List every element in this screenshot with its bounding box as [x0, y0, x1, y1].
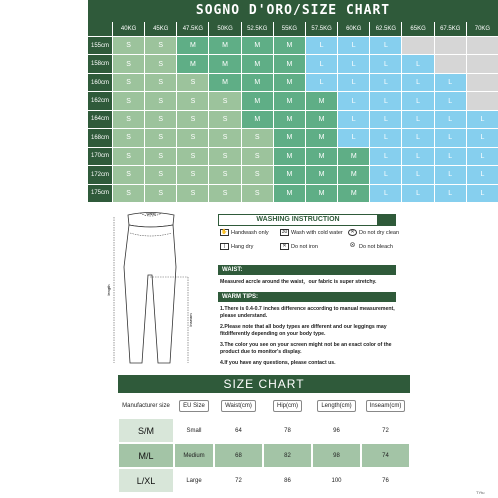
size-cell: S — [209, 166, 240, 183]
height-header: 162cm — [88, 92, 112, 109]
size-cell: S — [209, 92, 240, 109]
size-cell: S — [177, 185, 208, 202]
size-cell: S — [177, 148, 208, 165]
size-cell: S — [177, 111, 208, 128]
inseam-label: Inseam — [188, 313, 193, 327]
size-cell: S — [209, 129, 240, 146]
weight-header: 57.5KG — [306, 22, 337, 36]
size-cell: S — [113, 55, 144, 72]
size-cell: L — [435, 74, 466, 91]
size-chart-cell: 72 — [361, 418, 410, 443]
size-chart-cell: 72 — [214, 468, 263, 493]
size-chart-header: Hip(cm) — [263, 393, 312, 418]
size-cell: S — [145, 37, 176, 54]
size-cell: L — [467, 148, 498, 165]
size-cell: S — [145, 148, 176, 165]
size-cell — [402, 37, 433, 54]
size-cell: L — [370, 166, 401, 183]
size-cell: M — [306, 148, 337, 165]
size-cell: L — [370, 92, 401, 109]
weight-header: 50KG — [209, 22, 240, 36]
size-cell: L — [370, 185, 401, 202]
size-cell: M — [338, 166, 369, 183]
height-header: 155cm — [88, 37, 112, 54]
size-cell: L — [338, 74, 369, 91]
size-cell: M — [274, 148, 305, 165]
size-chart-header: Inseam(cm) — [361, 393, 410, 418]
tip-item: 4.If you have any questions, please contact us. — [220, 360, 336, 366]
length-label: length — [106, 284, 111, 296]
size-cell: M — [242, 37, 273, 54]
wash-item-handwash: ✋ Handwash only — [221, 229, 269, 236]
size-chart-header: Waist(cm) — [214, 393, 263, 418]
size-cell: M — [242, 92, 273, 109]
weight-header: 67.5KG — [435, 22, 466, 36]
weight-header: 47.5KG — [177, 22, 208, 36]
size-chart-cell: Large — [174, 468, 214, 493]
washing-instructions — [218, 227, 400, 255]
size-cell: L — [402, 92, 433, 109]
size-cell: M — [209, 37, 240, 54]
warm-tips-title: WARM TIPS: — [218, 292, 396, 302]
tip-item: 2.Please note that all body types are different and our leggings may fitdifferently depending on your body type. — [220, 324, 387, 337]
size-cell: M — [274, 166, 305, 183]
size-chart-size-label: S/M — [118, 418, 174, 443]
size-cell: L — [370, 111, 401, 128]
size-cell: M — [274, 74, 305, 91]
weight-header: 45KG — [145, 22, 176, 36]
size-cell: M — [338, 185, 369, 202]
size-cell: S — [209, 185, 240, 202]
wash-item-no-bleach: ⨂ Do not bleach — [350, 242, 393, 250]
size-cell: S — [113, 111, 144, 128]
size-cell: S — [145, 185, 176, 202]
size-cell: L — [338, 55, 369, 72]
size-cell: S — [113, 92, 144, 109]
size-cell: L — [370, 148, 401, 165]
size-chart-cell: 64 — [214, 418, 263, 443]
size-cell — [467, 74, 498, 91]
size-cell: L — [402, 129, 433, 146]
weight-header: 70KG — [467, 22, 498, 36]
waist-label: waist — [146, 211, 156, 216]
size-cell: M — [274, 129, 305, 146]
size-cell: M — [177, 55, 208, 72]
height-header: 175cm — [88, 185, 112, 202]
weight-header: 65KG — [402, 22, 433, 36]
size-cell: S — [242, 185, 273, 202]
size-cell: S — [113, 148, 144, 165]
wash-item-no-iron: ✕ Do not iron — [280, 243, 318, 250]
size-chart-size-label: L/XL — [118, 468, 174, 493]
size-cell: L — [306, 55, 337, 72]
size-cell: S — [145, 111, 176, 128]
size-cell: L — [338, 111, 369, 128]
no-dry-clean-icon: ✕ — [348, 229, 357, 236]
size-cell — [467, 92, 498, 109]
size-chart-cell: 68 — [214, 443, 263, 468]
size-cell: L — [370, 129, 401, 146]
wash-item-hang-dry: | Hang dry — [220, 243, 253, 250]
size-cell: L — [467, 185, 498, 202]
size-cell: L — [435, 92, 466, 109]
size-chart-size-label: M/L — [118, 443, 174, 468]
waist-section-title: WAIST: — [218, 265, 396, 275]
height-header: 172cm — [88, 166, 112, 183]
size-cell: M — [306, 129, 337, 146]
hang-dry-icon: | — [220, 243, 229, 250]
size-chart-header: Length(cm) — [312, 393, 361, 418]
size-chart-cell: 76 — [361, 468, 410, 493]
size-cell: S — [242, 166, 273, 183]
chart-corner — [88, 22, 112, 36]
size-cell: L — [402, 185, 433, 202]
size-cell: L — [402, 111, 433, 128]
warm-tips-list — [220, 306, 406, 371]
size-cell: S — [242, 148, 273, 165]
size-cell: L — [435, 166, 466, 183]
size-cell: M — [306, 111, 337, 128]
size-cell: S — [145, 74, 176, 91]
size-cell: L — [467, 166, 498, 183]
size-cell: S — [145, 166, 176, 183]
size-cell: S — [177, 74, 208, 91]
size-cell: S — [113, 129, 144, 146]
size-cell: L — [338, 92, 369, 109]
weight-header: 52.5KG — [242, 22, 273, 36]
wash-item-cold: 30 Wash with cold water — [281, 229, 343, 236]
size-cell: M — [209, 74, 240, 91]
wash-item-no-dry-clean: ✕ Do not dry clean — [348, 229, 399, 236]
size-cell: M — [242, 74, 273, 91]
size-chart-cell: 78 — [263, 418, 312, 443]
size-cell: L — [435, 185, 466, 202]
size-cell: L — [435, 111, 466, 128]
size-cell: S — [177, 92, 208, 109]
size-chart-header: Manufacturer size — [118, 393, 174, 418]
size-cell: S — [209, 148, 240, 165]
size-chart-cell: Small — [174, 418, 214, 443]
size-cell — [467, 37, 498, 54]
size-chart-cell: 82 — [263, 443, 312, 468]
weight-height-size-chart — [88, 22, 498, 202]
size-cell: M — [338, 148, 369, 165]
size-cell: S — [177, 166, 208, 183]
size-chart-table — [118, 393, 410, 493]
size-cell: S — [113, 37, 144, 54]
size-cell: M — [209, 55, 240, 72]
size-cell: S — [113, 185, 144, 202]
size-cell: M — [274, 111, 305, 128]
size-cell: L — [402, 148, 433, 165]
size-cell: L — [435, 148, 466, 165]
size-cell: L — [370, 74, 401, 91]
size-cell: L — [402, 74, 433, 91]
no-bleach-icon: ⨂ — [350, 242, 355, 248]
size-cell — [467, 55, 498, 72]
size-chart-cell: 74 — [361, 443, 410, 468]
size-cell: L — [435, 129, 466, 146]
size-chart-title: SIZE CHART — [118, 375, 410, 393]
size-cell: M — [274, 37, 305, 54]
size-cell: L — [467, 111, 498, 128]
size-chart-cell: Medium — [174, 443, 214, 468]
size-cell: M — [274, 185, 305, 202]
size-cell: S — [145, 92, 176, 109]
size-cell: M — [274, 55, 305, 72]
handwash-icon: ✋ — [221, 229, 228, 235]
size-cell: L — [467, 129, 498, 146]
size-cell: S — [177, 129, 208, 146]
size-cell: S — [242, 129, 273, 146]
size-cell: M — [306, 185, 337, 202]
size-cell: M — [306, 92, 337, 109]
height-header: 160cm — [88, 74, 112, 91]
height-header: 164cm — [88, 111, 112, 128]
size-cell: L — [402, 166, 433, 183]
size-chart-cell: 98 — [312, 443, 361, 468]
top-chart-title: SOGNO D'ORO/SIZE CHART — [88, 0, 498, 22]
size-chart-cell: 100 — [312, 468, 361, 493]
weight-header: 55KG — [274, 22, 305, 36]
tip-item: 3.The color you see on your screen might not be an exact color of the product due to monitor's display. — [220, 342, 392, 355]
size-cell: M — [274, 92, 305, 109]
no-iron-icon: ✕ — [280, 243, 289, 250]
footnote: TYtu — [476, 490, 485, 495]
size-chart-header: EU Size — [174, 393, 214, 418]
size-cell: S — [145, 55, 176, 72]
size-cell: M — [306, 166, 337, 183]
size-cell — [435, 55, 466, 72]
size-cell: M — [242, 111, 273, 128]
size-cell: S — [145, 129, 176, 146]
leggings-figure — [100, 205, 205, 370]
size-cell: L — [370, 37, 401, 54]
size-cell: L — [306, 74, 337, 91]
washing-instruction-title: WASHING INSTRUCTION — [218, 214, 378, 226]
size-cell: L — [338, 129, 369, 146]
height-header: 170cm — [88, 148, 112, 165]
size-cell: L — [370, 55, 401, 72]
size-cell: L — [338, 37, 369, 54]
height-header: 168cm — [88, 129, 112, 146]
size-cell: M — [242, 55, 273, 72]
size-cell: L — [306, 37, 337, 54]
cold-wash-icon: 30 — [281, 229, 288, 235]
size-cell: S — [209, 111, 240, 128]
size-cell — [435, 37, 466, 54]
weight-header: 62.5KG — [370, 22, 401, 36]
size-chart-cell: 86 — [263, 468, 312, 493]
weight-header: 40KG — [113, 22, 144, 36]
tip-item: 1.There is 0.4-0.7 inches difference according to manual measurement, please understand. — [220, 306, 395, 319]
weight-header: 60KG — [338, 22, 369, 36]
size-cell: M — [177, 37, 208, 54]
size-cell: S — [113, 166, 144, 183]
waist-description: Measured acrcle around the waist，our fabric is super stretchy. — [220, 279, 377, 285]
height-header: 158cm — [88, 55, 112, 72]
size-chart-cell: 96 — [312, 418, 361, 443]
size-cell: L — [402, 55, 433, 72]
size-cell: S — [113, 74, 144, 91]
